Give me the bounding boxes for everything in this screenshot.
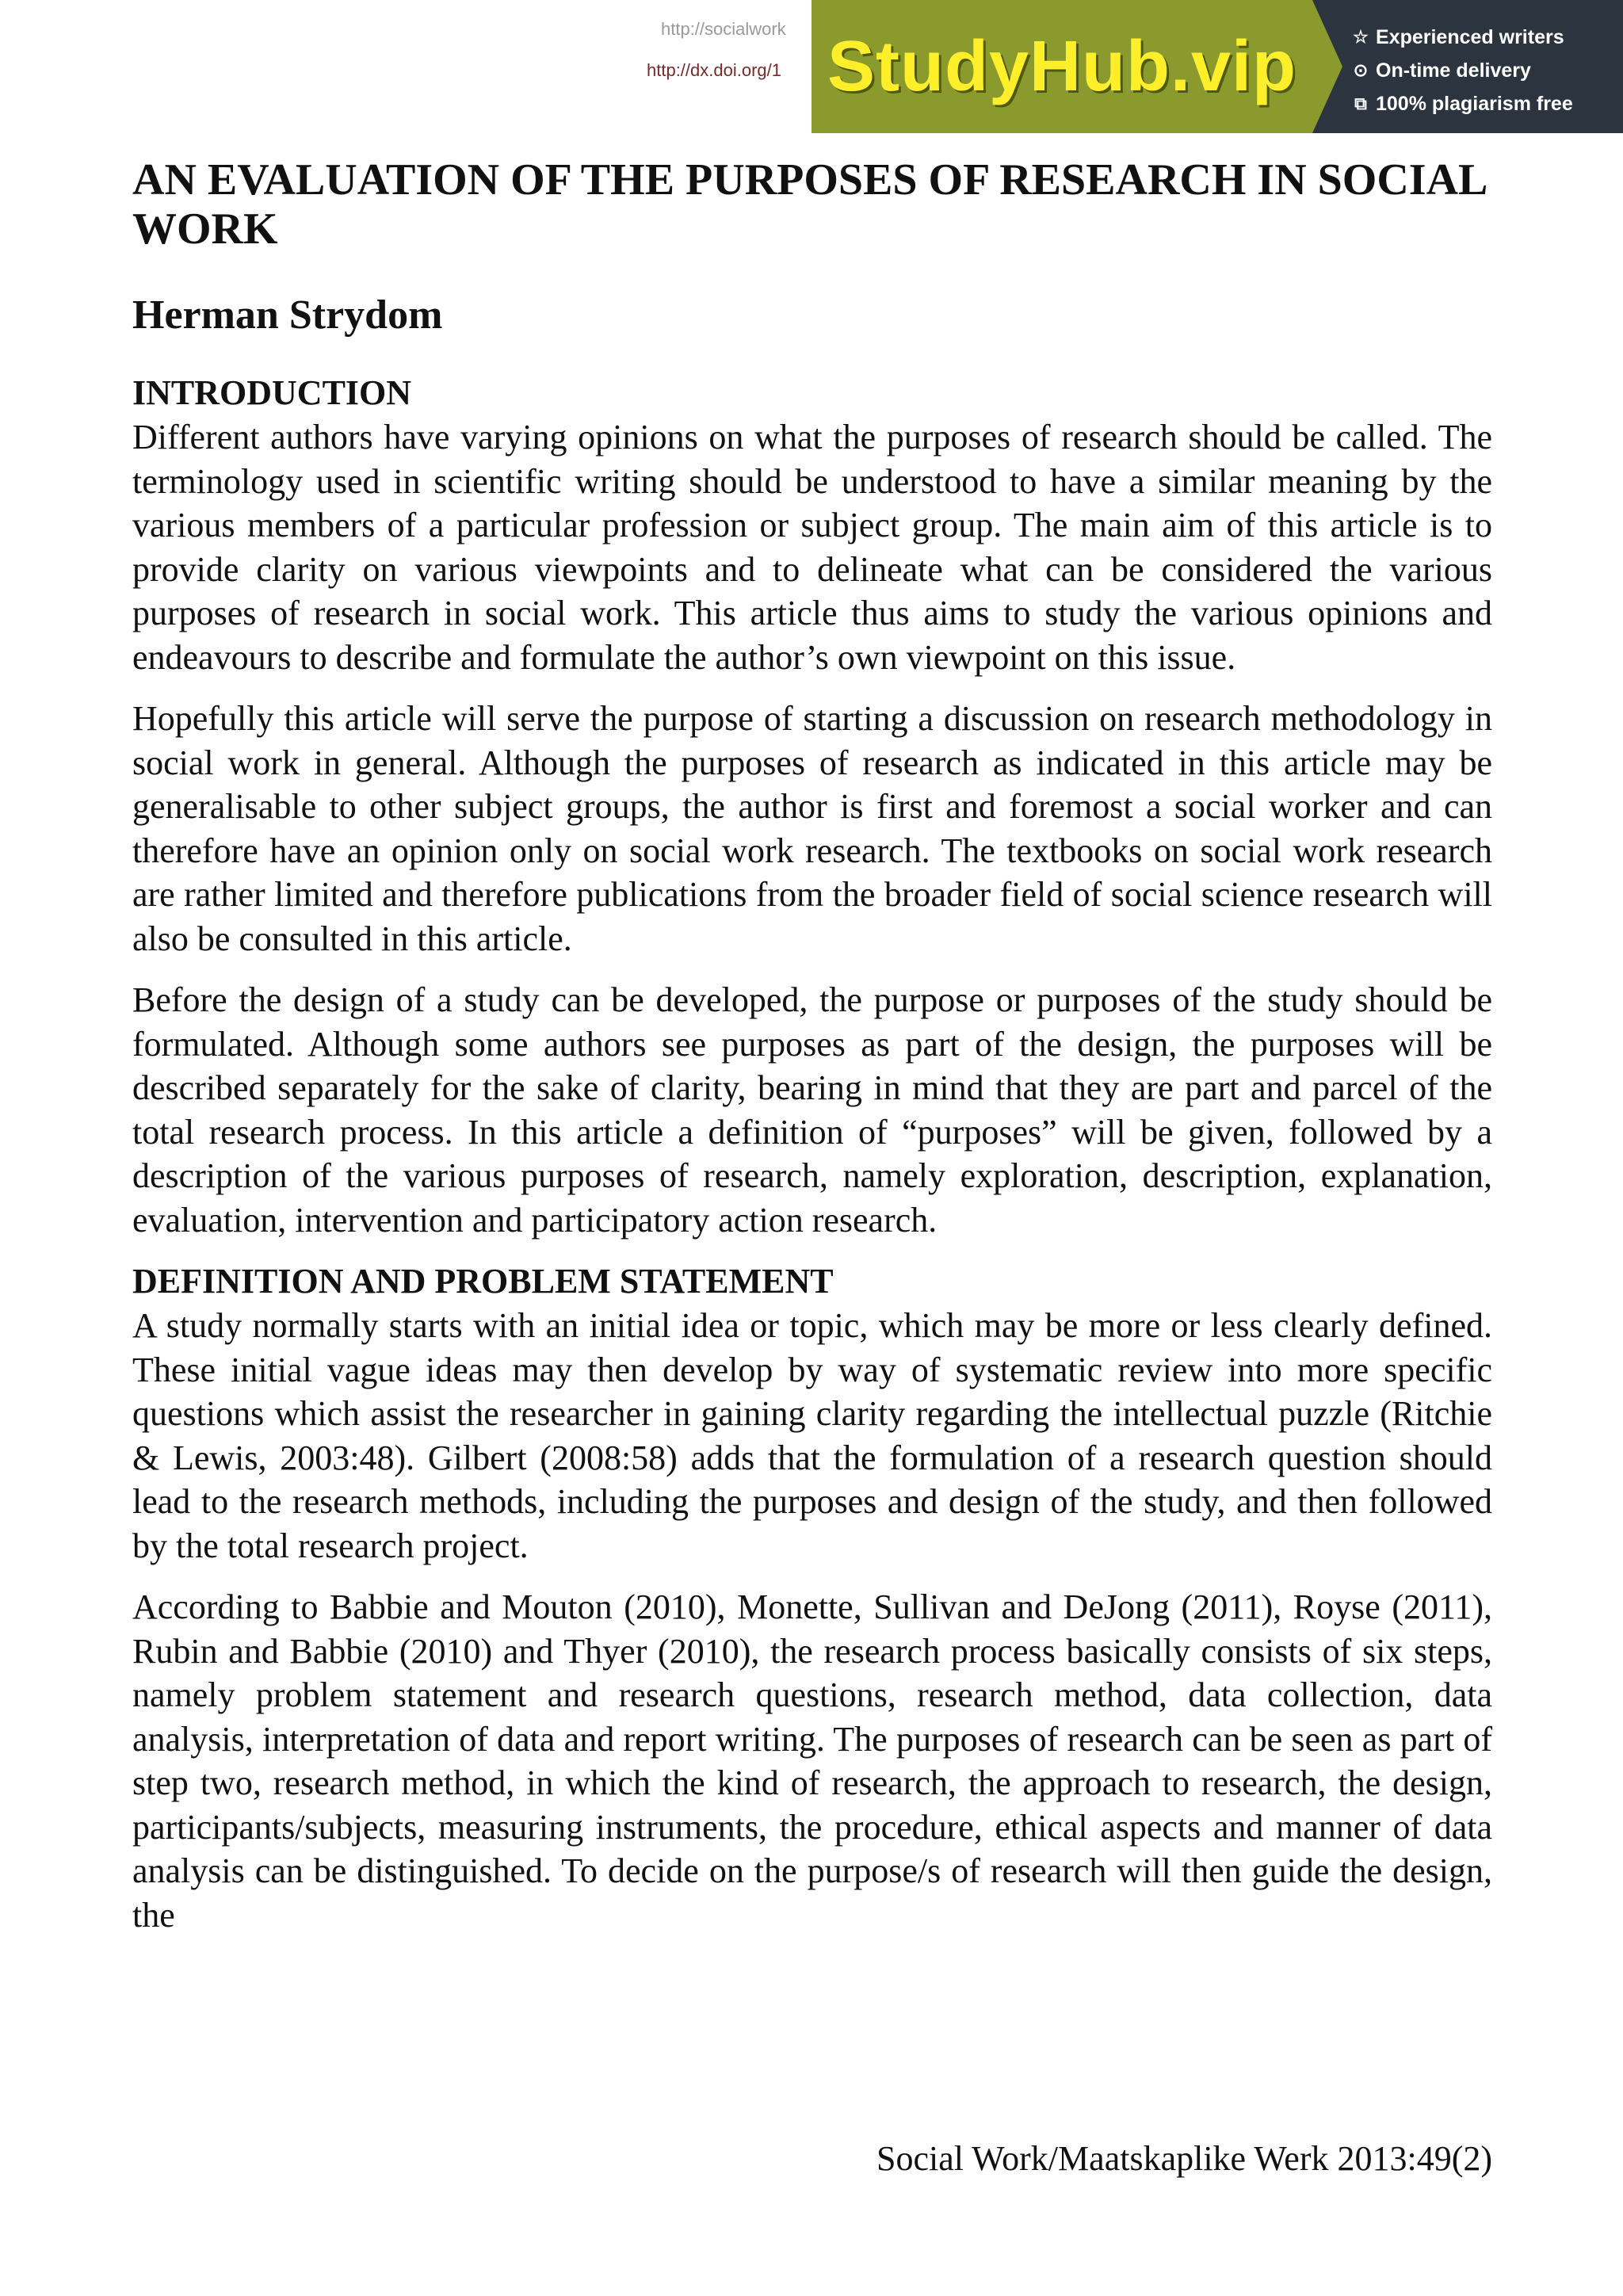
feature-label: 100% plagiarism free xyxy=(1376,92,1573,115)
doi-url-line-2[interactable]: http://dx.doi.org/1 xyxy=(647,60,781,80)
page-footer-journal: Social Work/Maatskaplike Werk 2013:49(2) xyxy=(876,2139,1492,2178)
banner-logo xyxy=(812,0,1312,133)
feature-on-time-delivery xyxy=(1350,54,1623,87)
clock-icon: ⊙ xyxy=(1353,60,1369,80)
feature-plagiarism-free xyxy=(1350,87,1623,120)
ad-banner[interactable] xyxy=(812,0,1623,133)
section-heading-definition: DEFINITION AND PROBLEM STATEMENT xyxy=(132,1262,834,1301)
paragraph: Before the design of a study can be developed, the purpose or purposes of the study should be formulated. Although some authors see purposes as part of the design, the purposes will be described separately for the sake of clarity, bearing in mind that they are part and parcel of the total research process. In this article a definition of “purposes” will be given, followed by a description of the various purposes of research, namely exploration, description, explanation, evaluation, intervention and participatory action research. xyxy=(132,980,1492,1240)
article-body xyxy=(132,155,1492,1954)
article-author: Herman Strydom xyxy=(132,292,443,338)
banner-logo-text: StudyHub.vip xyxy=(827,26,1296,106)
banner-features xyxy=(1342,0,1623,133)
copy-icon: ⧉ xyxy=(1354,94,1367,113)
paragraph: Hopefully this article will serve the purpose of starting a discussion on research methodology in social work in general. Although the purposes of research as indicated in this article may be generalisable to other subject groups, the author is first and foremost a social worker and can therefore have an opinion only on social work research. The textbooks on social work research are rather limited and therefore publications from the broader field of social science research will also be consulted in this article. xyxy=(132,699,1492,958)
article-title: AN EVALUATION OF THE PURPOSES OF RESEARCH IN SOCIAL WORK xyxy=(132,155,1486,254)
doi-url-line-1[interactable]: http://socialwork xyxy=(661,19,786,39)
feature-label: On-time delivery xyxy=(1376,59,1531,82)
feature-label: Experienced writers xyxy=(1376,25,1564,48)
paragraph: A study normally starts with an initial idea or topic, which may be more or less clearly defined. These initial vague ideas may then develop by way of systematic review into more specific questions which assist the researcher in gaining clarity regarding the intellectual puzzle (Ritchie & Lewis, 2003:48). Gilbert (2008:58) adds that the formulation of a research question should lead to the research methods, including the purposes and design of the study, and then followed by the total research project. xyxy=(132,1306,1492,1565)
banner-divider xyxy=(1312,0,1342,133)
feature-experienced-writers xyxy=(1350,21,1623,54)
section-heading-introduction: INTRODUCTION xyxy=(132,373,412,412)
paragraph: According to Babbie and Mouton (2010), Monette, Sullivan and DeJong (2011), Royse (2011), Rubin and Babbie (2010) and Thyer (2010), the research process basically consists of six steps, namely problem statement and research questions, research method, data collection, data analysis, interpretation of data and report writing. The purposes of research can be seen as part of step two, research method, in which the kind of research, the approach to research, the design, participants/subjects, measuring instruments, the procedure, ethical aspects and manner of data analysis can be distinguished. To decide on the purpose/s of research will then guide the design, the xyxy=(132,1587,1492,1935)
star-icon: ☆ xyxy=(1353,27,1369,47)
paragraph: Different authors have varying opinions on what the purposes of research should be called. The terminology used in scientific writing should be understood to have a similar meaning by the various members of a particular profession or subject group. The main aim of this article is to provide clarity on various viewpoints and to delineate what can be considered the various purposes of research in social work. This article thus aims to study the various opinions and endeavours to describe and formulate the author’s own viewpoint on this issue. xyxy=(132,418,1492,677)
